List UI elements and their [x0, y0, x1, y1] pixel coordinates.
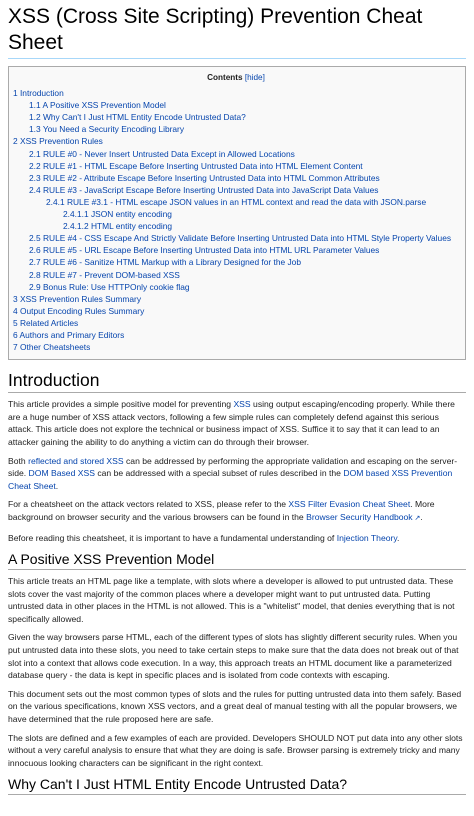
- text-span: .: [420, 511, 423, 522]
- intro-paragraph-4: [8, 532, 466, 545]
- toc-link[interactable]: 2 XSS Prevention Rules: [13, 136, 103, 147]
- toc-item[interactable]: [13, 293, 459, 305]
- text-span: can be addressed with a special subset of rules described in the: [94, 468, 344, 479]
- toc-item[interactable]: [13, 341, 459, 353]
- toc-link[interactable]: 2.6 RULE #5 - URL Escape Before Inserting Untrusted Data into HTML URL Parameter Values: [29, 245, 380, 256]
- toc-item[interactable]: [13, 123, 459, 135]
- text-span: .: [397, 532, 400, 543]
- toc-item[interactable]: [13, 172, 459, 184]
- toc-link[interactable]: 4 Output Encoding Rules Summary: [13, 305, 145, 316]
- toc-item[interactable]: [13, 135, 459, 147]
- toc-item[interactable]: [13, 269, 459, 281]
- intro-paragraph-1: [8, 398, 466, 448]
- toc-link[interactable]: 3 XSS Prevention Rules Summary: [13, 293, 142, 304]
- toc-heading: Contents: [207, 73, 243, 82]
- toc-link[interactable]: 2.2 RULE #1 - HTML Escape Before Inserting Untrusted Data into HTML Element Content: [29, 160, 363, 171]
- toc-item[interactable]: [13, 208, 459, 220]
- text-span: . More background on browser security and the various browsers can be found in the: [8, 499, 435, 522]
- intro-paragraph-2: [8, 455, 466, 493]
- toc-link[interactable]: 2.4.1 RULE #3.1 - HTML escape JSON values in an HTML context and read the data with JSON.parse: [46, 196, 427, 207]
- toc-link[interactable]: 1.3 You Need a Security Encoding Library: [29, 124, 185, 135]
- xss-link[interactable]: XSS: [233, 399, 251, 410]
- toc-item[interactable]: [13, 148, 459, 160]
- injection-theory-link[interactable]: Injection Theory: [336, 532, 398, 543]
- toc-item[interactable]: [13, 220, 459, 232]
- toc-item[interactable]: [13, 111, 459, 123]
- toc-item[interactable]: [13, 329, 459, 341]
- toc-link[interactable]: 1.2 Why Can't I Just HTML Entity Encode Untrusted Data?: [29, 112, 246, 123]
- text-span: For a cheatsheet on the attack vectors related to XSS, please refer to the: [8, 499, 289, 510]
- toc-item[interactable]: [13, 256, 459, 268]
- positive-paragraph-3: This document sets out the most common types of slots and the rules for putting untrusted data into them safely. Based on the various specifications, known XSS vectors, and a great deal of manual testing with all the popular browsers, we have determined that the rule proposed here are safe.: [8, 688, 462, 725]
- section-heading-why-cant-i: Why Can't I Just HTML Entity Encode Untrusted Data?: [8, 775, 466, 795]
- positive-paragraph-4: The slots are defined and a few examples of each are provided. Developers SHOULD NOT put data into any other slots without a very careful analysis to ensure that what they are doing is safe. Browser parsing is extremely tricky and many innocuous looking characters can be significant in the right context.: [8, 732, 463, 768]
- toc-item[interactable]: [13, 281, 459, 293]
- section-heading-introduction: Introduction: [8, 369, 466, 393]
- browser-security-handbook-link[interactable]: Browser Security Handbook: [306, 511, 413, 522]
- dom-based-xss-link[interactable]: DOM Based XSS: [28, 468, 95, 479]
- toc-link[interactable]: 2.3 RULE #2 - Attribute Escape Before Inserting Untrusted Data into HTML Common Attributes: [29, 172, 380, 183]
- toc-item[interactable]: [13, 232, 459, 244]
- positive-paragraph-1: This article treats an HTML page like a template, with slots where a developer is allowed to put untrusted data. These slots cover the vast majority of the common places where a developer might want to put untrusted data. Putting untrusted data in other places in the HTML is not allowed. This is a "whitelist" model, that denies everything that is not specifically allowed.: [8, 576, 455, 624]
- toc-link[interactable]: 2.5 RULE #4 - CSS Escape And Strictly Validate Before Inserting Untrusted Data into HTML Style Property Values: [29, 233, 452, 244]
- toc-link[interactable]: 5 Related Articles: [13, 317, 79, 328]
- toc-item[interactable]: [13, 99, 459, 111]
- toc-item[interactable]: [13, 317, 459, 329]
- xss-filter-evasion-link[interactable]: XSS Filter Evasion Cheat Sheet: [288, 499, 411, 510]
- toc-link[interactable]: 2.4.1.2 HTML entity encoding: [63, 221, 173, 232]
- dom-xss-cheat-sheet-link[interactable]: DOM based XSS Prevention Cheat Sheet: [8, 468, 453, 491]
- reflected-stored-xss-link[interactable]: reflected and stored XSS: [28, 455, 124, 466]
- toc-item[interactable]: [13, 184, 459, 196]
- toc-item[interactable]: [13, 160, 459, 172]
- toc-link[interactable]: 7 Other Cheatsheets: [13, 342, 91, 353]
- toc-link[interactable]: 2.8 RULE #7 - Prevent DOM-based XSS: [29, 269, 180, 280]
- page-title: XSS (Cross Site Scripting) Prevention Cheat Sheet: [8, 4, 466, 59]
- toc-hide-link[interactable]: [hide]: [244, 73, 265, 82]
- text-span: using output escaping/encoding properly. While there are a huge number of XSS attack vectors, following a few simple rules can completely defend against this serious attack. This article does not explore the technical or business impact of XSS. Suffice it to say that it can lead to an attacker gaining the ability to do anything a victim can do through their browser.: [8, 399, 455, 447]
- toc-link[interactable]: 2.4 RULE #3 - JavaScript Escape Before Inserting Untrusted Data into JavaScript Data Values: [29, 184, 379, 195]
- toc-item[interactable]: [13, 87, 459, 99]
- toc-link[interactable]: 2.1 RULE #0 - Never Insert Untrusted Data Except in Allowed Locations: [29, 148, 295, 159]
- toc-link[interactable]: 2.7 RULE #6 - Sanitize HTML Markup with a Library Designed for the Job: [29, 257, 301, 268]
- intro-paragraph-3: [8, 498, 466, 525]
- toc-link[interactable]: 6 Authors and Primary Editors: [13, 329, 125, 340]
- toc-item[interactable]: [13, 244, 459, 256]
- toc-link[interactable]: 1 Introduction: [13, 88, 64, 99]
- toc-list: [13, 87, 459, 353]
- section-heading-positive-model: A Positive XSS Prevention Model: [8, 550, 466, 570]
- external-link-icon: ↗: [412, 514, 421, 522]
- toc-link[interactable]: 1.1 A Positive XSS Prevention Model: [29, 100, 166, 111]
- text-span: .: [55, 480, 59, 491]
- toc-link[interactable]: 2.9 Bonus Rule: Use HTTPOnly cookie flag: [29, 281, 190, 292]
- text-span: Both: [8, 455, 29, 466]
- toc-header: [13, 72, 459, 84]
- toc-link[interactable]: 2.4.1.1 JSON entity encoding: [63, 209, 172, 220]
- text-span: can be addressed by performing the appropriate validation and escaping on the server-side.: [8, 455, 458, 479]
- toc-item[interactable]: [13, 196, 459, 208]
- toc-item[interactable]: [13, 305, 459, 317]
- positive-paragraph-2: Given the way browsers parse HTML, each of the different types of slots has slightly different security rules. When you put untrusted data into these slots, you need to take certain steps to make sure that the data does not break out of that slot into a context that allows code execution. In a way, this approach treats an HTML document like a parameterized database query - the data is kept in specific places and is isolated from code contexts with escaping.: [8, 632, 459, 681]
- table-of-contents: [8, 66, 466, 360]
- text-span: This article provides a simple positive model for preventing: [8, 399, 234, 410]
- text-span: Before reading this cheatsheet, it is important to have a fundamental understanding of: [8, 532, 337, 543]
